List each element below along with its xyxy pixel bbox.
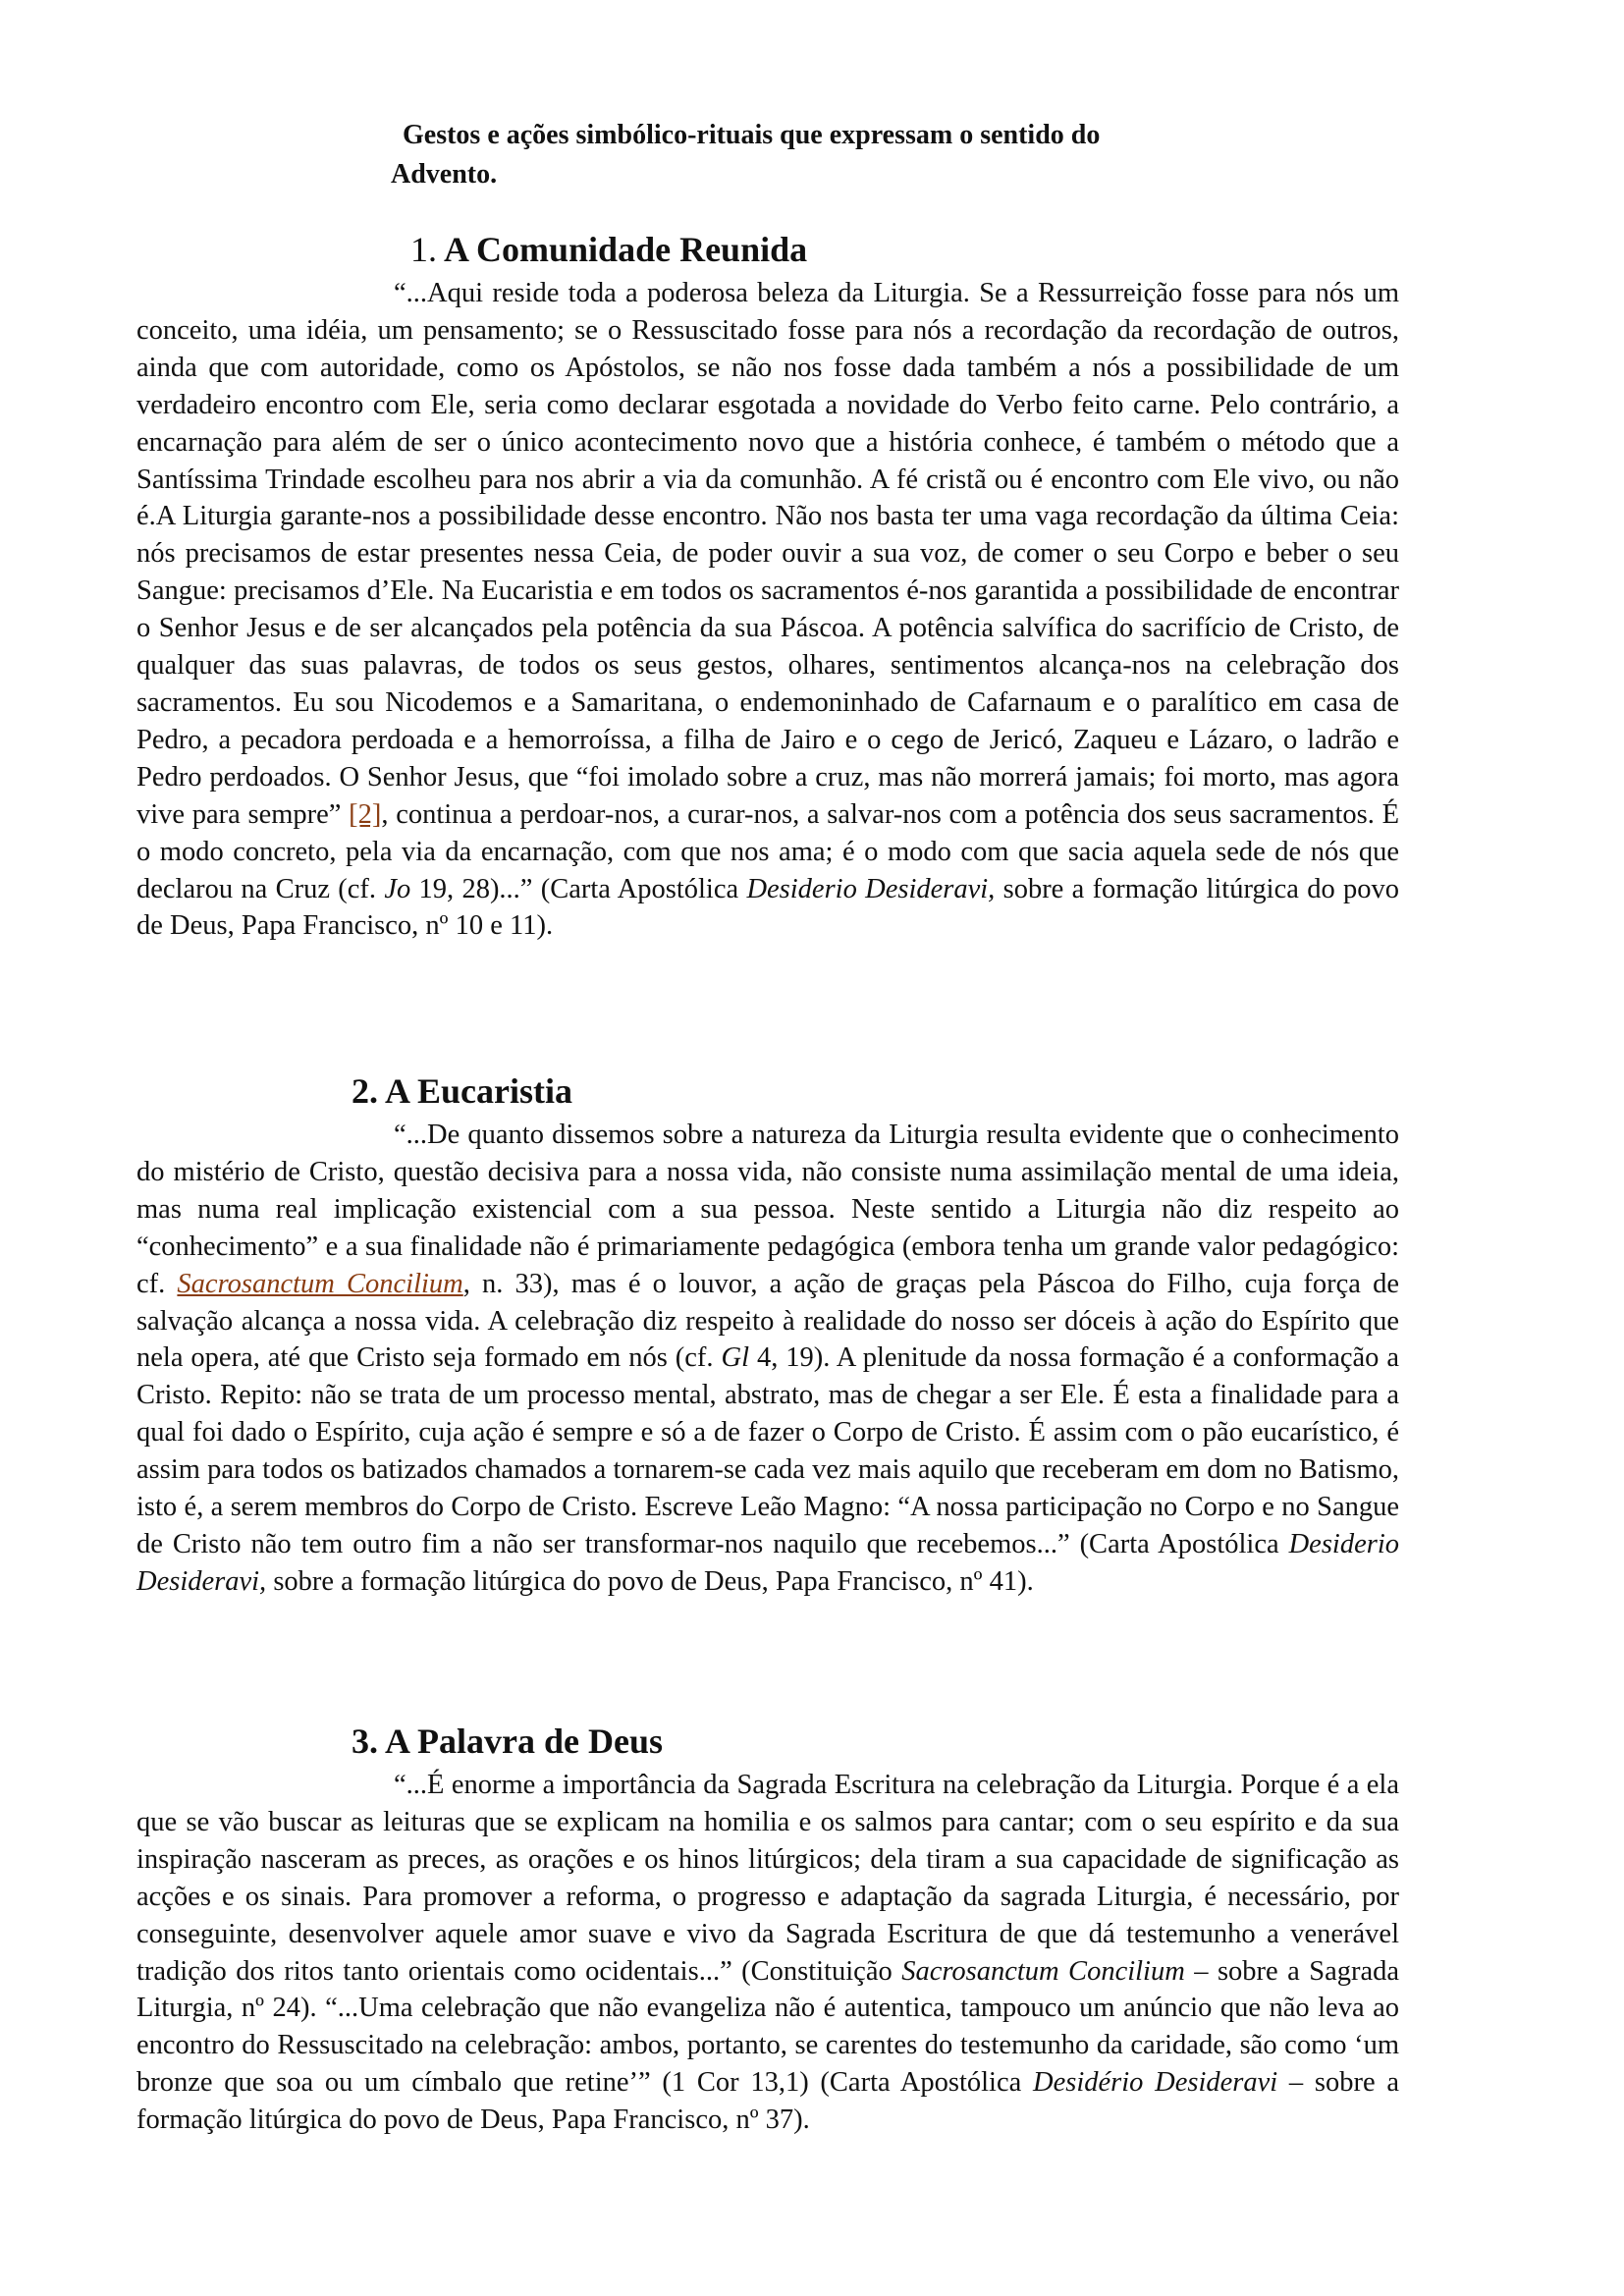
section-2-heading (352, 1070, 572, 1112)
section-2-title: A Eucaristia (385, 1071, 573, 1111)
section-3-heading (352, 1721, 663, 1762)
section-3-body (136, 1767, 1399, 2139)
sacrosanctum-concilium-link[interactable]: Sacrosanctum Concilium (177, 1268, 463, 1299)
section-3-paragraph: “...É enorme a importância da Sagrada Escritura na celebração da Liturgia. Porque é a ela que se vão buscar as leituras que se explicam na homilia e os salmos para cantar; com o seu espírito e da sua inspiração nasceram as preces, as orações e os hinos litúrgicos; dela tiram a sua capacidade de significação as acções e os sinais. Para promover a reforma, o progresso e adaptação da sagrada Liturgia, é necessário, por conseguinte, desenvolver aquele amor suave e vivo da Sagrada Escritura de que dá testemunho a venerável tradição dos ritos tanto orientais como ocidentais...” (Constituição Sacrosanctum Concilium – sobre a Sagrada Liturgia, nº 24). “...Uma celebração que não evangeliza não é autentica, tampouco um anúncio que não leva ao encontro do Ressuscitado na celebração: ambos, portanto, se carentes do testemunho da caridade, são como ‘um bronze que soa ou um címbalo que retine’” (1 Cor 13,1) (Carta Apostólica Desidério Desideravi – sobre a formação litúrgica do povo de Deus, Papa Francisco, nº 37). (136, 1770, 1400, 2136)
section-2-body (136, 1117, 1399, 1601)
section-1-body (136, 275, 1399, 945)
section-2-number: 2. (352, 1071, 378, 1111)
section-3-number: 3. (352, 1722, 378, 1761)
section-2-paragraph: “...De quanto dissemos sobre a natureza da Liturgia resulta evidente que o conhecimento do mistério de Cristo, questão decisiva para a nossa vida, não consiste numa assimilação mental de uma ideia, mas numa real implicação existencial com a sua pessoa. Neste sentido a Liturgia não diz respeito ao “conhecimento” e a sua finalidade não é primariamente pedagógica (embora tenha um grande valor pedagógico: cf. Sacrosanctum Concilium, n. 33), mas é o louvor, a ação de graças pela Páscoa do Filho, cuja força de salvação alcança a nossa vida. A celebração diz respeito à realidade do nosso ser dóceis à ação do Espírito que nela opera, até que Cristo seja formado em nós (cf. Gl 4, 19). A plenitude da nossa formação é a conformação a Cristo. Repito: não se trata de um processo mental, abstrato, mas de chegar a ser Ele. É esta a finalidade para a qual foi dado o Espírito, cuja ação é sempre e só a de fazer o Corpo de Cristo. É assim com o pão eucarístico, é assim para todos os batizados chamados a tornarem-se cada vez mais aquilo que receberam em dom no Batismo, isto é, a serem membros do Corpo de Cristo. Escreve Leão Magno: “A nossa participação no Corpo e no Sangue de Cristo não tem outro fim a não ser transformar-nos naquilo que recebemos...” (Carta Apostólica Desiderio Desideravi, sobre a formação litúrgica do povo de Deus, Papa Francisco, nº 41). (136, 1120, 1400, 1597)
section-1-paragraph: “...Aqui reside toda a poderosa beleza da Liturgia. Se a Ressurreição fosse para nós um conceito, uma idéia, um pensamento; se o Ressuscitado fosse para nós a recordação da recordação de outros, ainda que com autoridade, como os Apóstolos, se não nos fosse dada também a nós a possibilidade de um verdadeiro encontro com Ele, seria como declarar esgotada a novidade do Verbo feito carne. Pelo contrário, a encarnação para além de ser o único acontecimento novo que a história conhece, é também o método que a Santíssima Trindade escolheu para nos abrir a via da comunhão. A fé cristã ou é encontro com Ele vivo, ou não é.A Liturgia garante-nos a possibilidade desse encontro. Não nos basta ter uma vaga recordação da última Ceia: nós precisamos de estar presentes nessa Ceia, de poder ouvir a sua voz, de comer o seu Corpo e beber o seu Sangue: precisamos d’Ele. Na Eucaristia e em todos os sacramentos é-nos garantida a possibilidade de encontrar o Senhor Jesus e de ser alcançados pela potência da sua Páscoa. A potência salvífica do sacrifício de Cristo, de qualquer das suas palavras, de todos os seus gestos, olhares, sentimentos alcança-nos na celebração dos sacramentos. Eu sou Nicodemos e a Samaritana, o endemoninhado de Cafarnaum e o paralítico em casa de Pedro, a pecadora perdoada e a hemorroíssa, a filha de Jairo e o cego de Jericó, Zaqueu e Lázaro, o ladrão e Pedro perdoados. O Senhor Jesus, que “foi imolado sobre a cruz, mas não morrerá jamais; foi morto, mas agora vive para sempre” [2], continua a perdoar-nos, a curar-nos, a salvar-nos com a potência dos seus sacramentos. É o modo concreto, pela via da encarnação, com que nos ama; é o modo com que sacia aquela sede de nós que declarou na Cruz (cf. Jo 19, 28)...” (Carta Apostólica Desiderio Desideravi, sobre a formação litúrgica do povo de Deus, Papa Francisco, nº 10 e 11). (136, 278, 1399, 942)
section-1-number: 1. (410, 230, 437, 269)
section-3-title: A Palavra de Deus (385, 1722, 664, 1761)
document-title-line-1: Gestos e ações simbólico-rituais que expressam o sentido do (403, 120, 1101, 150)
section-1-heading (410, 229, 807, 270)
footnote-link-2[interactable]: [2] (349, 798, 382, 830)
document-title (391, 116, 1274, 194)
section-1-title: A Comunidade Reunida (444, 230, 808, 269)
document-title-line-2: Advento. (391, 159, 498, 190)
